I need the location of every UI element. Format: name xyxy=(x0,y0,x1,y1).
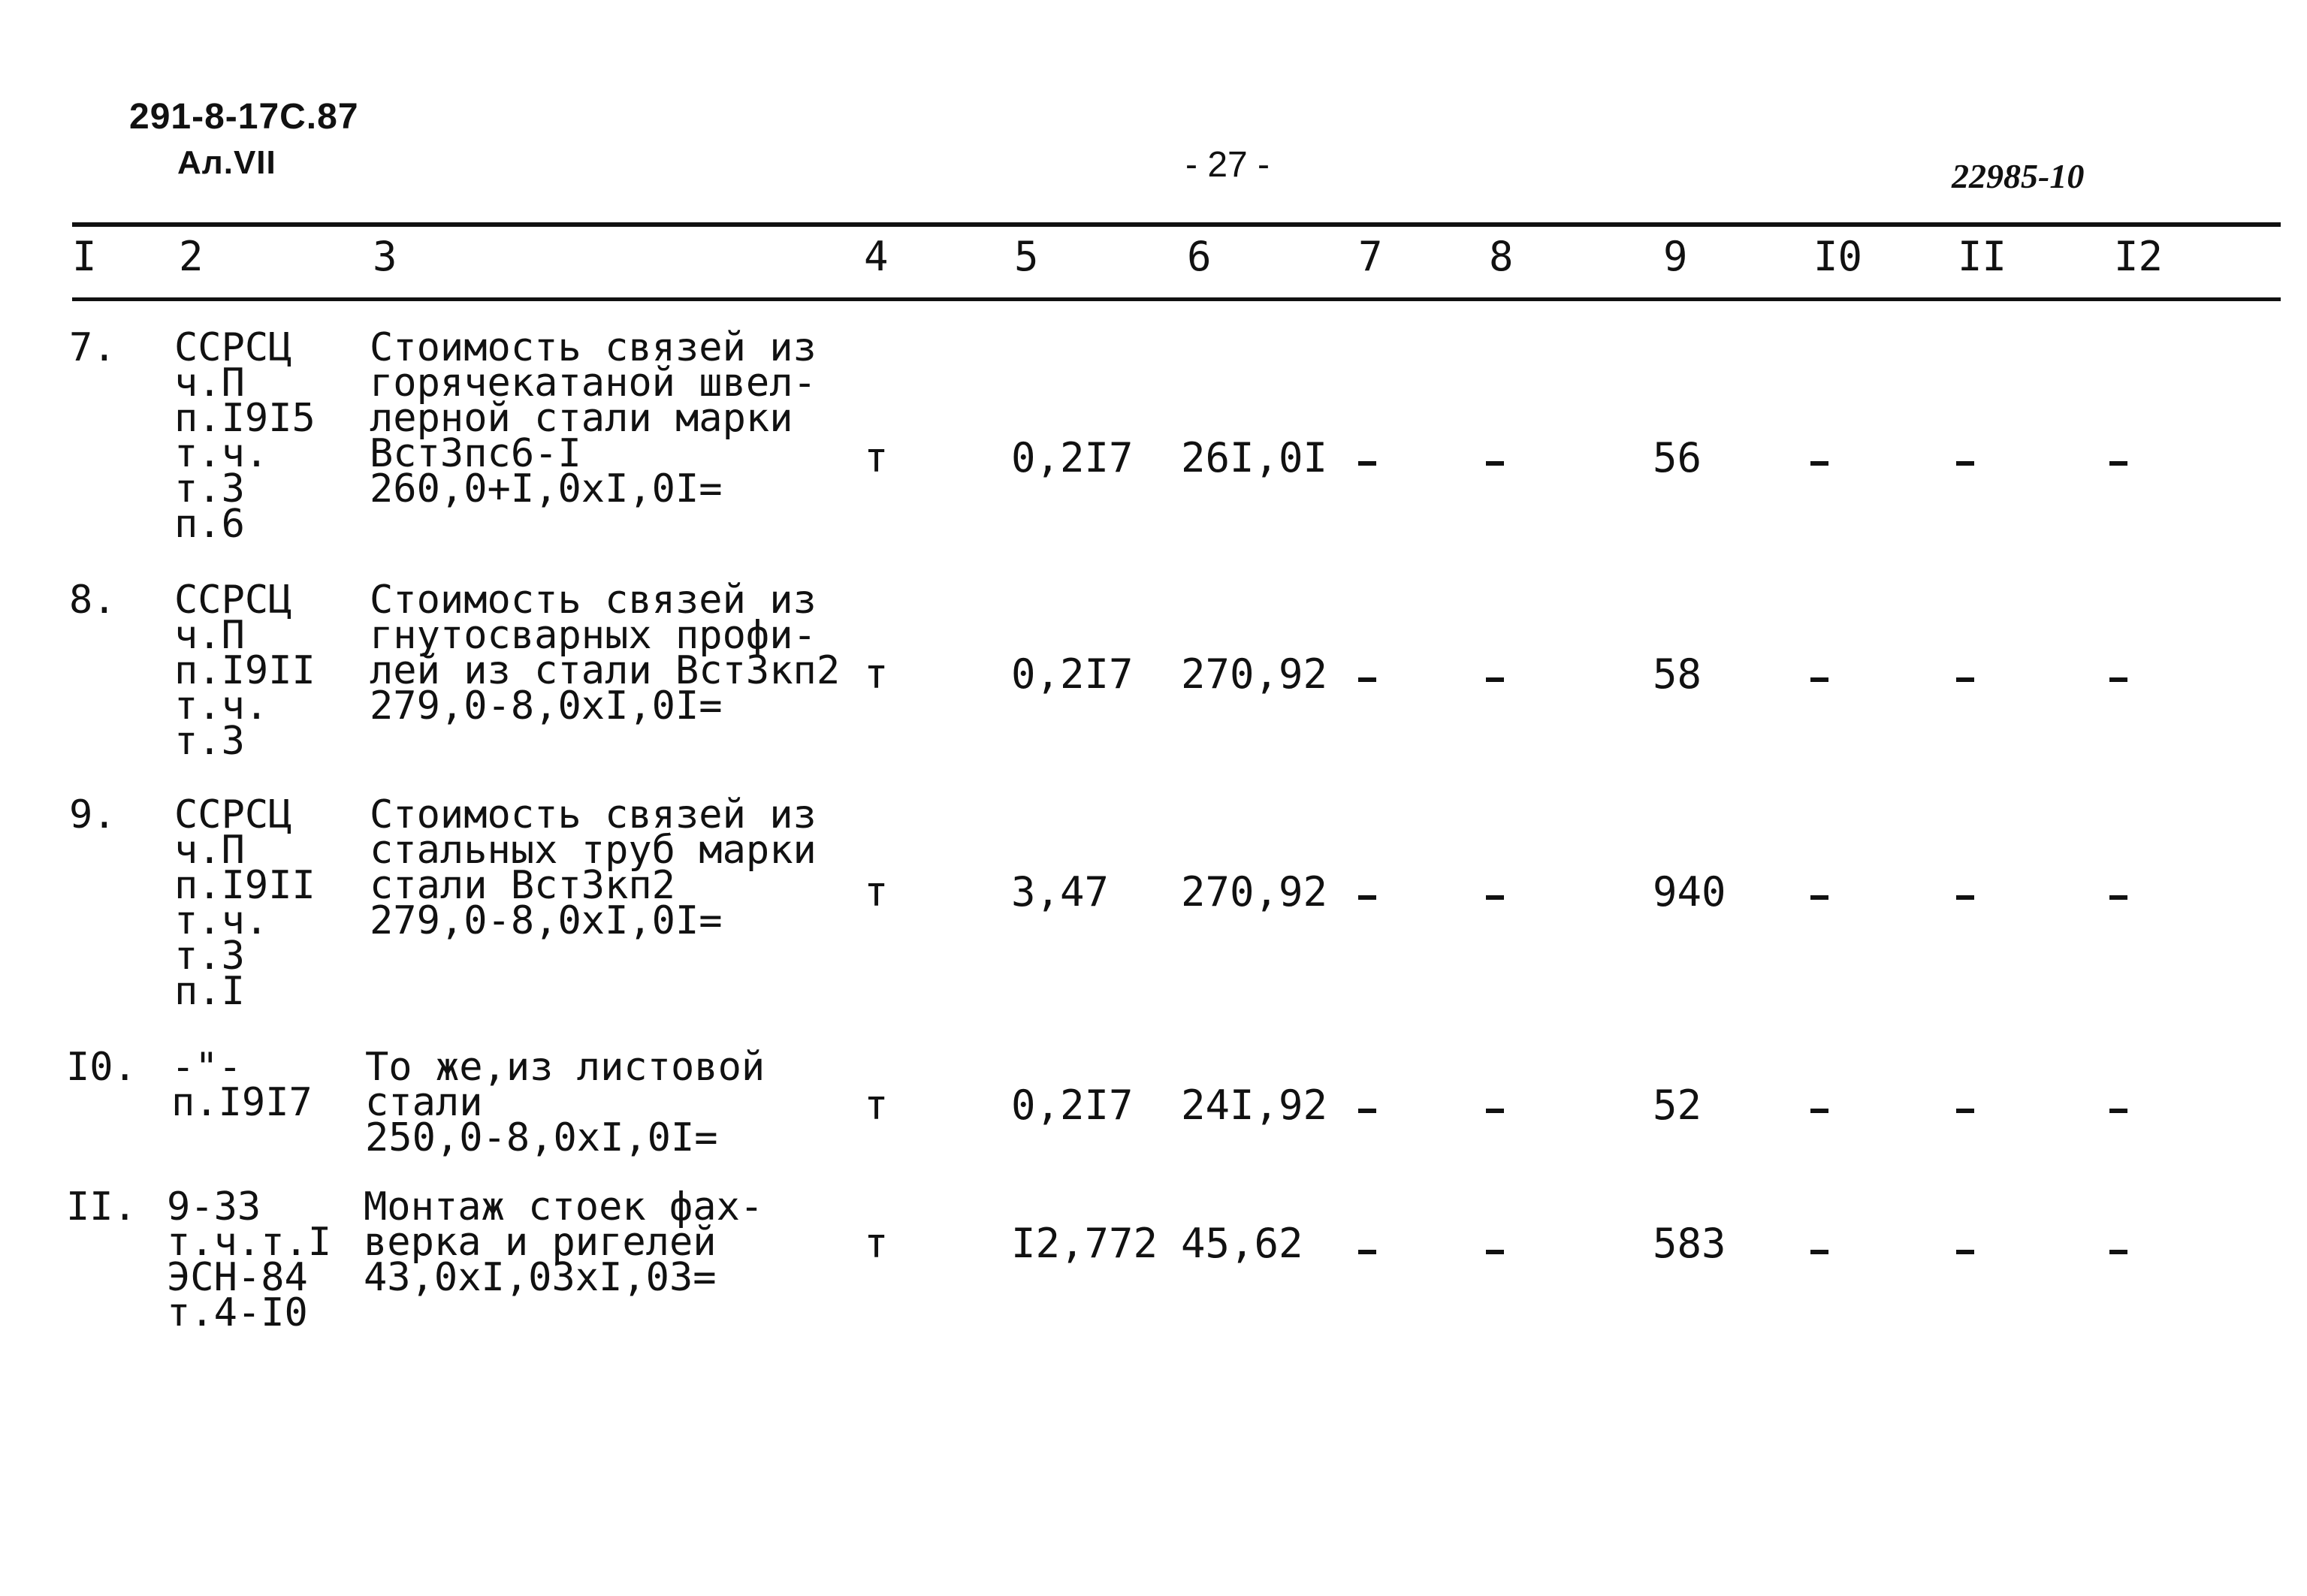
row-total: 58 xyxy=(1653,650,1702,698)
row-col12-dash xyxy=(2109,1250,2127,1254)
row-col10-dash xyxy=(1810,461,1828,466)
row-unit-price: 24I,92 xyxy=(1181,1082,1328,1129)
col-header: 5 xyxy=(1014,233,1039,280)
row-total: 52 xyxy=(1653,1082,1702,1129)
row-reference: ССРСЦ ч.П п.I9II т.ч. т.3 п.I xyxy=(174,792,316,1014)
col-header: I0 xyxy=(1813,233,1863,280)
row-col10-dash xyxy=(1810,895,1828,900)
row-reference: -"- п.I9I7 xyxy=(171,1045,313,1125)
row-col8-dash xyxy=(1486,1109,1504,1113)
row-col7-dash xyxy=(1358,1250,1376,1254)
row-unit-price: 26I,0I xyxy=(1181,434,1328,481)
row-col11-dash xyxy=(1956,1250,1974,1254)
row-total: 940 xyxy=(1653,868,1726,916)
col-header: II xyxy=(1958,233,2007,280)
row-col12-dash xyxy=(2109,895,2127,900)
row-quantity: 0,2I7 xyxy=(1011,1082,1134,1129)
row-unit-price: 45,62 xyxy=(1181,1220,1303,1267)
row-col11-dash xyxy=(1956,895,1974,900)
row-col10-dash xyxy=(1810,677,1828,682)
row-quantity: 0,2I7 xyxy=(1011,650,1134,698)
row-description: Стоимость связей из гнутосварных профи- лей из стали Вст3кп2 279,0-8,0хI,0I= xyxy=(370,578,841,729)
page-number: - 27 - xyxy=(1185,145,1270,185)
album-number: Ал.VII xyxy=(177,144,276,181)
row-col8-dash xyxy=(1486,895,1504,900)
table-top-rule xyxy=(72,222,2281,227)
row-col7-dash xyxy=(1358,1109,1376,1113)
col-header: 4 xyxy=(864,233,889,280)
row-reference: 9-33 т.ч.т.I ЭСН-84 т.4-I0 xyxy=(167,1184,332,1335)
col-header: I xyxy=(72,233,97,280)
row-unit-price: 270,92 xyxy=(1181,650,1328,698)
row-unit: т xyxy=(864,434,889,481)
row-col8-dash xyxy=(1486,461,1504,466)
row-col7-dash xyxy=(1358,895,1376,900)
row-col10-dash xyxy=(1810,1109,1828,1113)
row-unit: т xyxy=(864,868,889,916)
row-total: 56 xyxy=(1653,434,1702,481)
row-number: 9. xyxy=(69,792,116,837)
row-total: 583 xyxy=(1653,1220,1726,1267)
header-bottom-rule xyxy=(72,297,2281,301)
row-col7-dash xyxy=(1358,461,1376,466)
row-reference: ССРСЦ ч.П п.I9I5 т.ч. т.3 п.6 xyxy=(174,325,316,547)
inventory-stamp: 22985-10 xyxy=(1952,157,2085,195)
row-unit: т xyxy=(864,1082,889,1129)
row-col8-dash xyxy=(1486,677,1504,682)
col-header: 7 xyxy=(1358,233,1383,280)
row-description: То же,из листовой стали 250,0-8,0хI,0I= xyxy=(365,1045,765,1160)
col-header: 3 xyxy=(373,233,397,280)
row-description: Стоимость связей из горячекатаной швел- лерной стали марки Вст3пс6-I 260,0+I,0хI,0I= xyxy=(370,325,817,511)
row-col12-dash xyxy=(2109,1109,2127,1113)
col-header: 8 xyxy=(1489,233,1514,280)
row-unit: т xyxy=(864,650,889,698)
row-col11-dash xyxy=(1956,677,1974,682)
col-header: 6 xyxy=(1187,233,1212,280)
row-col10-dash xyxy=(1810,1250,1828,1254)
row-quantity: 0,2I7 xyxy=(1011,434,1134,481)
col-header: I2 xyxy=(2114,233,2164,280)
row-col8-dash xyxy=(1486,1250,1504,1254)
row-col11-dash xyxy=(1956,1109,1974,1113)
row-quantity: 3,47 xyxy=(1011,868,1110,916)
row-description: Монтаж стоек фах- верка и ригелей 43,0хI,03хI,03= xyxy=(364,1184,764,1300)
row-number: 7. xyxy=(69,325,116,370)
document-code: 291-8-17С.87 xyxy=(129,97,359,137)
row-description: Стоимость связей из стальных труб марки стали Вст3кп2 279,0-8,0хI,0I= xyxy=(370,792,817,943)
row-number: II. xyxy=(66,1184,137,1229)
col-header: 2 xyxy=(179,233,204,280)
row-col11-dash xyxy=(1956,461,1974,466)
row-number: 8. xyxy=(69,578,116,623)
row-col12-dash xyxy=(2109,677,2127,682)
row-unit: т xyxy=(864,1220,889,1267)
row-reference: ССРСЦ ч.П п.I9II т.ч. т.3 xyxy=(174,578,316,764)
row-unit-price: 270,92 xyxy=(1181,868,1328,916)
row-col7-dash xyxy=(1358,677,1376,682)
row-number: I0. xyxy=(66,1045,137,1090)
col-header: 9 xyxy=(1663,233,1688,280)
row-quantity: I2,772 xyxy=(1011,1220,1158,1267)
row-col12-dash xyxy=(2109,461,2127,466)
